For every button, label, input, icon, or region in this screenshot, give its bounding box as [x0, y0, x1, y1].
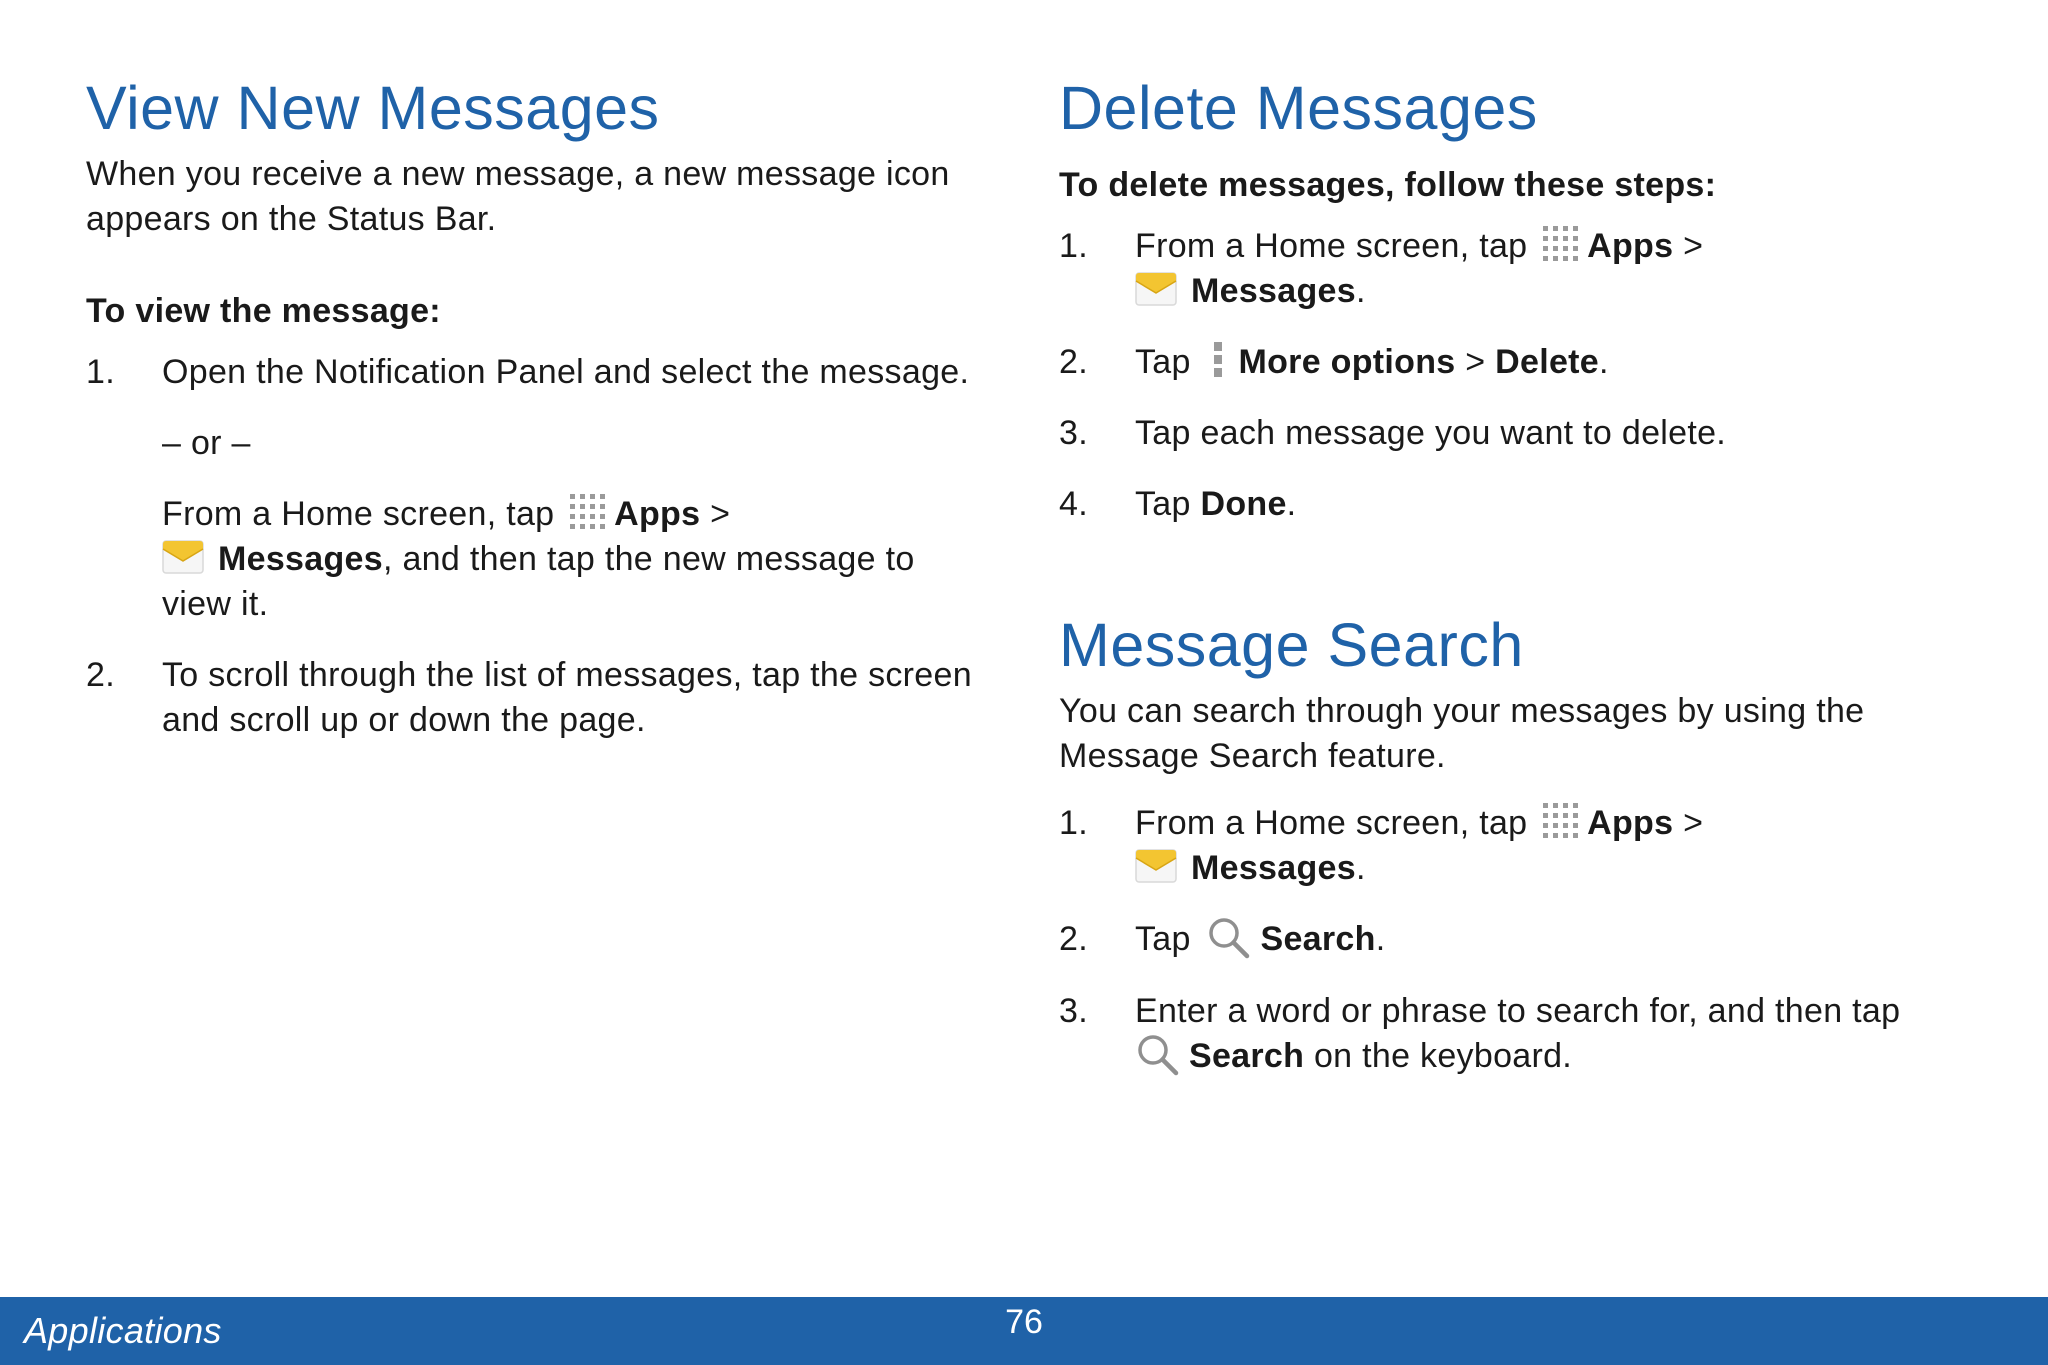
intro-paragraph: When you receive a new message, a new message icon appears on the Status Bar.: [86, 155, 950, 238]
apps-icon: [1541, 224, 1581, 264]
search-intro-paragraph: You can search through your messages by using the Message Search feature.: [1059, 692, 1865, 775]
done-label: Done: [1200, 485, 1287, 523]
messages-label: Messages: [218, 540, 383, 578]
step-number: 2.: [86, 656, 115, 694]
more-options-icon: [1212, 341, 1224, 379]
right-column: [1059, 72, 1989, 1080]
list-item: [86, 653, 986, 743]
step-text: Enter a word or phrase to search for, and then tap: [1135, 992, 1901, 1031]
footer-section-title: Applications: [24, 1310, 222, 1351]
list-item: 4. Tap Done.: [1059, 482, 1989, 527]
step-text: Tap each message you want to delete.: [1135, 414, 1727, 452]
messages-icon: [162, 537, 204, 577]
step-number: 1.: [1059, 227, 1088, 265]
page-number: 76: [1005, 1303, 1043, 1341]
list-item: 2. Tap More options > Delete.: [1059, 340, 1989, 385]
left-column: [86, 72, 986, 743]
list-item: 2. Tap Search.: [1059, 917, 1989, 963]
messages-icon: [1135, 846, 1177, 886]
step-number: 3.: [1059, 414, 1088, 452]
apps-label: Apps: [1587, 227, 1674, 265]
step-text: Open the Notification Panel and select the message.: [162, 353, 970, 391]
messages-label: Messages: [1191, 849, 1356, 887]
subhead-view-message: To view the message:: [86, 292, 441, 330]
search-icon: [1135, 1032, 1179, 1076]
step-number: 3.: [1059, 992, 1088, 1031]
search-label: Search: [1260, 920, 1376, 958]
step-alt-text: From a Home screen, tap Apps > Messages, and then tap the new message to view it.: [162, 492, 986, 627]
messages-label: Messages: [1191, 272, 1356, 310]
apps-label: Apps: [614, 495, 701, 533]
subhead-delete-steps: To delete messages, follow these steps:: [1059, 166, 1717, 204]
step-number: 4.: [1059, 485, 1088, 523]
messages-icon: [1135, 269, 1177, 309]
list-item: [86, 350, 986, 627]
apps-label: Apps: [1587, 804, 1674, 842]
list-item: [1059, 411, 1989, 456]
search-label: Search: [1189, 1037, 1305, 1076]
section-heading-view-new-messages: View New Messages: [86, 74, 660, 142]
view-steps-list: [86, 350, 986, 743]
search-icon: [1206, 915, 1250, 959]
footer-bar: [0, 1297, 2048, 1365]
delete-steps-list: [1059, 224, 1989, 527]
section-heading-message-search: Message Search: [1059, 611, 1524, 679]
or-separator: – or –: [162, 424, 251, 462]
search-steps-list: [1059, 801, 1989, 1080]
step-number: 1.: [1059, 804, 1088, 842]
list-item: 1. From a Home screen, tap Apps > Messages.: [1059, 224, 1989, 314]
more-options-label: More options: [1238, 343, 1456, 381]
apps-icon: [568, 492, 608, 532]
apps-icon: [1541, 801, 1581, 841]
step-number: 2.: [1059, 343, 1088, 381]
step-number: 1.: [86, 353, 115, 391]
list-item: 3. Enter a word or phrase to search for, and then tap Search on the keyboard.: [1059, 989, 1989, 1080]
step-number: 2.: [1059, 920, 1088, 958]
step-text: To scroll through the list of messages, tap the screen and scroll up or down the page.: [162, 656, 972, 739]
section-heading-delete-messages: Delete Messages: [1059, 74, 1538, 142]
list-item: 1. From a Home screen, tap Apps > Messages.: [1059, 801, 1989, 891]
delete-label: Delete: [1495, 343, 1600, 381]
